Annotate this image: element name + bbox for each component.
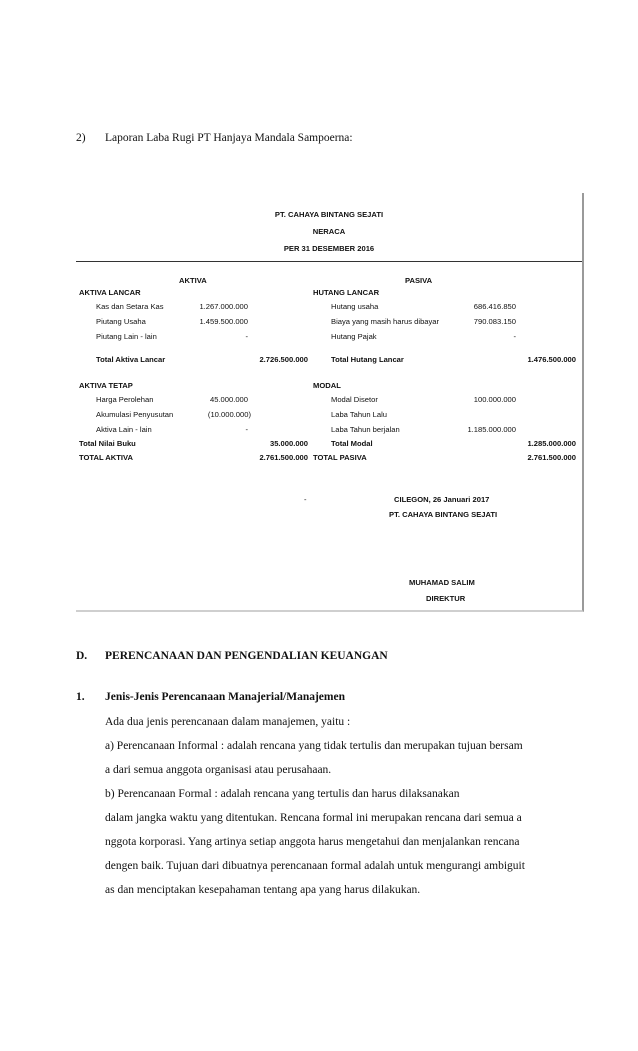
hutang-lancar-heading: HUTANG LANCAR [313,288,380,297]
pasiva-header: PASIVA [405,276,433,285]
paragraph-line: dalam jangka waktu yang ditentukan. Rencana formal ini merupakan rencana dari semua a [105,812,522,824]
total-nilai-buku-label: Total Nilai Buku [79,439,136,448]
total-hutang-lancar-label: Total Hutang Lancar [331,355,404,364]
akumulasi-label: Akumulasi Penyusutan [96,410,174,419]
harga-perolehan-value: 45.000.000 [209,395,248,404]
hutang-pajak-value: - [513,332,516,341]
modal-disetor-value: 100.000.000 [473,395,516,404]
total-aktiva-lancar-label: Total Aktiva Lancar [96,355,166,364]
header-divider [76,261,582,262]
section-letter: D. [76,650,88,662]
balance-sheet-date: PER 31 DESEMBER 2016 [283,244,375,253]
signer-name: MUHAMAD SALIM [409,578,475,587]
total-aktiva-lancar-value: 2.726.500.000 [259,355,308,364]
section-title: PERENCANAAN DAN PENGENDALIAN KEUANGAN [105,650,388,662]
piutang-lain-label: Piutang Lain - lain [96,332,157,341]
aktiva-lain-value: - [245,425,248,434]
laba-berjalan-label: Laba Tahun berjalan [331,425,400,434]
balance-sheet-title: NERACA [312,227,346,236]
hutang-usaha-label: Hutang usaha [331,302,379,311]
piutang-usaha-label: Piutang Usaha [96,317,146,326]
paragraph-line: a dari semua anggota organisasi atau perusahaan. [105,764,332,776]
paragraph-line: b) Perencanaan Formal : adalah rencana yang tertulis dan harus dilaksanakan [105,788,460,800]
modal-disetor-label: Modal Disetor [331,395,378,404]
place-date: CILEGON, 26 Januari 2017 [394,495,490,504]
total-aktiva-value: 2.761.500.000 [259,453,308,462]
total-nilai-buku-value: 35.000.000 [269,439,308,448]
balance-sheet-image [76,193,584,612]
total-aktiva-label: TOTAL AKTIVA [79,453,133,462]
hutang-pajak-label: Hutang Pajak [331,332,377,341]
total-pasiva-label: TOTAL PASIVA [313,453,367,462]
kas-label: Kas dan Setara Kas [96,302,164,311]
signature-dash: - [304,495,307,504]
paragraph-line: as dan menciptakan kesepahaman tentang apa yang harus dilakukan. [105,884,421,896]
piutang-usaha-value: 1.459.500.000 [199,317,248,326]
paragraph-line: nggota korporasi. Yang artinya setiap anggota harus mengetahui dan menjalankan rencana [105,836,520,848]
total-modal-label: Total Modal [331,439,373,448]
harga-perolehan-label: Harga Perolehan [96,395,154,404]
signature-company: PT. CAHAYA BINTANG SEJATI [389,510,498,519]
aktiva-header: AKTIVA [179,276,207,285]
total-pasiva-value: 2.761.500.000 [527,453,576,462]
biaya-label: Biaya yang masih harus dibayar [331,317,440,326]
akumulasi-value: (10.000.000) [207,410,251,419]
laba-berjalan-value: 1.185.000.000 [467,425,516,434]
balance-sheet-company: PT. CAHAYA BINTANG SEJATI [274,210,384,219]
paragraph-line: dengen baik. Tujuan dari dibuatnya perencanaan formal adalah untuk mengurangi ambiguit [105,860,525,872]
aktiva-tetap-heading: AKTIVA TETAP [79,381,133,390]
laba-lalu-label: Laba Tahun Lalu [331,410,388,419]
signer-title: DIREKTUR [426,594,466,603]
total-modal-value: 1.285.000.000 [527,439,576,448]
total-hutang-lancar-value: 1.476.500.000 [527,355,576,364]
item-text: Laporan Laba Rugi PT Hanjaya Mandala Sampoerna: [105,132,353,144]
piutang-lain-value: - [245,332,248,341]
kas-value: 1.267.000.000 [199,302,248,311]
modal-heading: MODAL [313,381,341,390]
subsection-number: 1. [76,691,85,703]
subsection-title: Jenis-Jenis Perencanaan Manajerial/Manajemen [105,691,345,703]
aktiva-lancar-heading: AKTIVA LANCAR [79,288,141,297]
paragraph-line: a) Perencanaan Informal : adalah rencana yang tidak tertulis dan merupakan tujuan bersam [105,740,523,752]
paragraph-line: Ada dua jenis perencanaan dalam manajemen, yaitu : [105,716,351,728]
biaya-value: 790.083.150 [473,317,516,326]
item-number: 2) [76,132,86,144]
hutang-usaha-value: 686.416.850 [473,302,516,311]
aktiva-lain-label: Aktiva Lain - lain [96,425,152,434]
